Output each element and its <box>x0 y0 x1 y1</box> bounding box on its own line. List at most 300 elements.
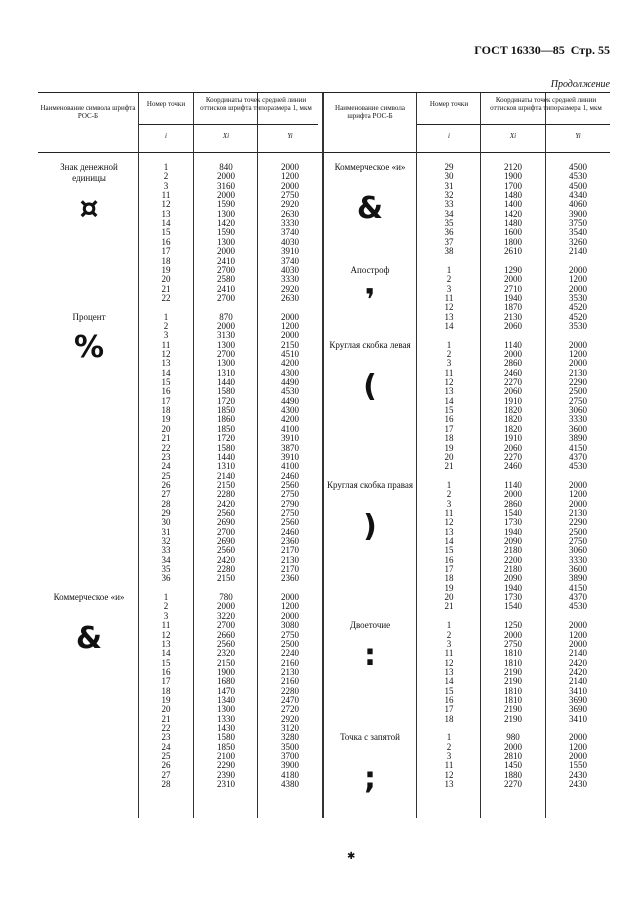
x-coordinate: 2700 <box>217 526 235 537</box>
x-coordinate: 2700 <box>217 264 235 275</box>
y-coordinate: 2000 <box>569 283 587 294</box>
point-index: 1 <box>163 311 169 322</box>
y-coordinate: 2000 <box>281 610 299 621</box>
y-coordinate: 2000 <box>569 751 587 762</box>
y-coordinate: 2130 <box>569 507 587 518</box>
y-coordinate: 2920 <box>281 283 299 294</box>
point-index: 17 <box>161 246 171 257</box>
point-index: 14 <box>444 395 454 406</box>
y-coordinate: 4300 <box>281 405 299 416</box>
page-header <box>468 43 610 58</box>
x-coordinate: 1310 <box>217 461 235 472</box>
point-index: 12 <box>444 377 454 388</box>
y-coordinate: 2470 <box>281 694 299 705</box>
point-index: 16 <box>444 554 454 565</box>
y-coordinate: 3740 <box>281 227 299 238</box>
point-index: 14 <box>161 648 171 659</box>
symbol-name: Точка с запятой <box>340 732 400 743</box>
x-coordinate: 1810 <box>504 685 522 696</box>
x-coordinate: 2310 <box>217 779 235 790</box>
x-coordinate: 2000 <box>217 601 235 612</box>
symbol-name: Двоеточие <box>349 620 391 631</box>
x-coordinate: 2860 <box>504 498 522 509</box>
point-index: 28 <box>161 498 171 509</box>
y-coordinate: 4180 <box>281 769 299 780</box>
point-index: 3 <box>163 610 169 621</box>
x-coordinate: 2690 <box>217 536 235 546</box>
x-coordinate: 2560 <box>217 507 235 518</box>
y-coordinate: 2290 <box>569 517 587 528</box>
x-coordinate: 1860 <box>217 414 235 425</box>
header-name-left: Наименование символа шрифта РОС-Б <box>40 104 136 120</box>
x-coordinate: 2180 <box>504 564 522 575</box>
point-index: 21 <box>161 433 171 444</box>
y-coordinate: 1550 <box>569 760 587 771</box>
point-index: 27 <box>161 489 171 500</box>
y-coordinate: 1200 <box>281 320 299 331</box>
point-index: 26 <box>161 479 171 490</box>
col-divider <box>138 93 139 818</box>
y-coordinate: 3900 <box>569 208 587 219</box>
x-coordinate: 1540 <box>504 507 522 518</box>
symbol-glyph: ( <box>363 368 377 404</box>
x-coordinate: 1820 <box>504 423 522 434</box>
y-coordinate: 3740 <box>281 255 299 266</box>
x-coordinate: 2000 <box>217 171 235 182</box>
y-coordinate: 2430 <box>569 769 587 780</box>
point-index: 32 <box>444 190 454 201</box>
y-coordinate: 2150 <box>281 339 299 350</box>
y-coordinate: 3900 <box>281 760 299 771</box>
x-coordinate: 1440 <box>217 377 235 388</box>
y-coordinate: 3890 <box>569 433 587 444</box>
x-coordinate: 2000 <box>217 320 235 331</box>
x-coordinate: 1680 <box>217 676 235 687</box>
y-coordinate: 4490 <box>281 377 299 388</box>
y-coordinate: 2460 <box>281 470 299 481</box>
x-coordinate: 1340 <box>217 694 235 705</box>
x-coordinate: 2280 <box>217 489 235 500</box>
point-index: 34 <box>161 554 171 565</box>
point-index: 2 <box>163 320 169 331</box>
point-index: 26 <box>161 760 171 771</box>
point-index: 16 <box>161 666 171 677</box>
y-coordinate: 4370 <box>569 451 587 462</box>
point-index: 2 <box>163 601 169 612</box>
point-index: 18 <box>444 433 454 444</box>
x-coordinate: 2700 <box>217 620 235 631</box>
x-coordinate: 1810 <box>504 657 522 668</box>
point-index: 11 <box>444 760 454 771</box>
header-name-right: Наименование символа шрифта РОС-Б <box>335 104 405 120</box>
y-coordinate: 2140 <box>569 246 587 257</box>
x-coordinate: 2810 <box>504 751 522 762</box>
y-coordinate: 3600 <box>569 564 587 575</box>
header-x-left: Xi <box>222 132 230 140</box>
y-coordinate: 4150 <box>569 442 587 453</box>
x-coordinate: 2270 <box>504 377 522 388</box>
gost-number: ГОСТ 16330—85 <box>474 43 565 57</box>
point-index: 16 <box>444 694 454 705</box>
y-coordinate: 3330 <box>569 554 587 565</box>
x-coordinate: 980 <box>506 732 520 743</box>
y-coordinate: 1200 <box>569 274 587 285</box>
x-coordinate: 1330 <box>217 713 235 724</box>
point-index: 36 <box>161 573 171 584</box>
x-coordinate: 2150 <box>217 657 235 668</box>
x-coordinate: 2140 <box>217 470 235 481</box>
point-index: 13 <box>444 666 454 677</box>
y-coordinate: 1200 <box>569 741 587 752</box>
symbol-glyph: & <box>75 621 103 657</box>
y-coordinate: 4500 <box>569 180 587 191</box>
x-coordinate: 1580 <box>217 442 235 453</box>
x-coordinate: 1820 <box>504 405 522 416</box>
point-index: 13 <box>444 526 454 537</box>
y-coordinate: 3080 <box>281 620 299 631</box>
point-index: 17 <box>444 704 454 715</box>
header-bottom-rule <box>38 152 610 153</box>
y-coordinate: 3750 <box>569 218 587 229</box>
y-coordinate: 4530 <box>569 461 587 472</box>
point-index: 21 <box>444 461 454 472</box>
symbol-name: Коммерческое «и» <box>334 162 406 172</box>
col-divider <box>480 93 481 818</box>
point-index: 2 <box>446 274 452 285</box>
x-coordinate: 2100 <box>217 751 235 762</box>
point-index: 20 <box>161 704 171 715</box>
subheader-rule-left <box>138 124 318 125</box>
point-index: 18 <box>444 573 454 584</box>
y-coordinate: 4200 <box>281 414 299 425</box>
y-coordinate: 2560 <box>281 479 299 490</box>
y-coordinate: 2000 <box>281 162 299 172</box>
x-coordinate: 1310 <box>217 367 235 378</box>
x-coordinate: 2090 <box>504 536 522 546</box>
x-coordinate: 2000 <box>504 741 522 752</box>
x-coordinate: 1850 <box>217 423 235 434</box>
point-index: 3 <box>163 180 169 191</box>
x-coordinate: 2700 <box>217 292 235 303</box>
x-coordinate: 1910 <box>504 395 522 406</box>
x-coordinate: 2270 <box>504 451 522 462</box>
x-coordinate: 1910 <box>504 433 522 444</box>
y-coordinate: 2160 <box>281 657 299 668</box>
point-index: 21 <box>161 713 171 724</box>
x-coordinate: 2000 <box>504 274 522 285</box>
point-index: 19 <box>444 442 454 453</box>
y-coordinate: 3530 <box>569 292 587 303</box>
y-coordinate: 4030 <box>281 264 299 275</box>
y-coordinate: 2460 <box>281 526 299 537</box>
y-coordinate: 4370 <box>569 592 587 603</box>
point-index: 19 <box>161 264 171 275</box>
x-coordinate: 1900 <box>217 666 235 677</box>
point-index: 1 <box>163 162 169 172</box>
point-index: 23 <box>161 451 171 462</box>
point-index: 13 <box>161 638 171 649</box>
col-divider <box>257 93 258 818</box>
y-coordinate: 4200 <box>281 358 299 369</box>
y-coordinate: 2280 <box>281 685 299 696</box>
y-coordinate: 2000 <box>281 330 299 341</box>
y-coordinate: 3690 <box>569 704 587 715</box>
y-coordinate: 4150 <box>569 582 587 593</box>
point-index: 25 <box>161 751 171 762</box>
point-index: 11 <box>161 339 171 350</box>
x-coordinate: 2120 <box>504 162 522 172</box>
y-coordinate: 4030 <box>281 236 299 247</box>
point-index: 2 <box>446 489 452 500</box>
y-coordinate: 4100 <box>281 461 299 472</box>
y-coordinate: 2130 <box>281 666 299 677</box>
point-index: 20 <box>444 451 454 462</box>
y-coordinate: 3410 <box>569 685 587 696</box>
x-coordinate: 1290 <box>504 264 522 275</box>
col-divider <box>416 93 417 818</box>
x-coordinate: 2750 <box>504 638 522 649</box>
header-i-left: i <box>165 132 167 140</box>
x-coordinate: 1300 <box>217 208 235 219</box>
y-coordinate: 3910 <box>281 246 299 257</box>
continuation-label: Продолжение <box>550 79 610 90</box>
symbol-glyph: % <box>73 329 105 365</box>
x-coordinate: 2580 <box>217 274 235 285</box>
x-coordinate: 3160 <box>217 180 235 191</box>
symbol-glyph: ❜ <box>364 282 376 318</box>
y-coordinate: 4340 <box>569 190 587 201</box>
symbol-glyph: & <box>356 191 384 226</box>
y-coordinate: 2130 <box>281 554 299 565</box>
y-coordinate: 4530 <box>281 386 299 397</box>
point-index: 11 <box>444 507 454 518</box>
point-index: 1 <box>446 339 452 350</box>
y-coordinate: 2000 <box>281 311 299 322</box>
x-coordinate: 1450 <box>504 760 522 771</box>
y-coordinate: 2790 <box>281 498 299 509</box>
x-coordinate: 1140 <box>504 479 522 490</box>
x-coordinate: 2000 <box>504 629 522 640</box>
y-coordinate: 3530 <box>569 320 587 331</box>
y-coordinate: 2000 <box>569 339 587 350</box>
point-index: 15 <box>444 685 454 696</box>
point-index: 22 <box>161 723 171 733</box>
point-index: 3 <box>446 751 452 762</box>
x-coordinate: 3220 <box>217 610 235 621</box>
y-coordinate: 2000 <box>281 180 299 191</box>
y-coordinate: 2140 <box>569 676 587 687</box>
point-index: 35 <box>161 564 171 575</box>
y-coordinate: 2000 <box>569 498 587 509</box>
point-index: 25 <box>161 470 171 481</box>
point-index: 11 <box>444 648 454 659</box>
header-x-right: Xi <box>509 132 517 140</box>
header-coords-left: Координаты точек средней линии оттисков шрифта типоразмера 1, мкм <box>200 96 312 112</box>
point-index: 14 <box>444 320 454 331</box>
point-index: 19 <box>161 414 171 425</box>
y-coordinate: 2750 <box>281 507 299 518</box>
point-index: 17 <box>444 564 454 575</box>
y-coordinate: 4530 <box>569 171 587 182</box>
header-point-right: Номер точки <box>429 100 469 108</box>
col-divider <box>193 93 194 818</box>
point-index: 20 <box>161 274 171 285</box>
x-coordinate: 2320 <box>217 648 235 659</box>
y-coordinate: 2630 <box>281 208 299 219</box>
point-index: 13 <box>161 208 171 219</box>
x-coordinate: 2150 <box>217 573 235 584</box>
point-index: 15 <box>161 227 171 238</box>
y-coordinate: 1200 <box>281 601 299 612</box>
symbol-name: Круглая скобка левая <box>329 339 411 350</box>
point-index: 16 <box>161 236 171 247</box>
x-coordinate: 2690 <box>217 517 235 528</box>
header-y-right: Yi <box>575 132 581 140</box>
point-index: 30 <box>161 517 171 528</box>
x-coordinate: 1480 <box>504 218 522 229</box>
y-coordinate: 2000 <box>569 479 587 490</box>
x-coordinate: 2410 <box>217 255 235 266</box>
point-index: 15 <box>161 657 171 668</box>
y-coordinate: 4500 <box>569 162 587 172</box>
x-coordinate: 2190 <box>504 713 522 724</box>
y-coordinate: 2720 <box>281 704 299 715</box>
point-index: 1 <box>446 620 452 631</box>
y-coordinate: 2360 <box>281 536 299 546</box>
x-coordinate: 2190 <box>504 704 522 715</box>
x-coordinate: 1400 <box>504 199 522 210</box>
x-coordinate: 1880 <box>504 769 522 780</box>
point-index: 34 <box>444 208 454 219</box>
y-coordinate: 1200 <box>281 171 299 182</box>
point-index: 28 <box>161 779 171 790</box>
x-coordinate: 1580 <box>217 732 235 743</box>
point-index: 29 <box>444 162 454 172</box>
x-coordinate: 1850 <box>217 405 235 416</box>
y-coordinate: 2360 <box>281 573 299 584</box>
page-number: Стр. 55 <box>570 43 610 57</box>
point-index: 32 <box>161 536 171 546</box>
y-coordinate: 2420 <box>569 657 587 668</box>
y-coordinate: 2750 <box>569 536 587 546</box>
x-coordinate: 1600 <box>504 227 522 238</box>
x-coordinate: 2710 <box>504 283 522 294</box>
x-coordinate: 2270 <box>504 779 522 790</box>
point-index: 14 <box>161 218 171 229</box>
x-coordinate: 1480 <box>504 190 522 201</box>
point-index: 2 <box>446 629 452 640</box>
y-coordinate: 2500 <box>569 386 587 397</box>
point-index: 11 <box>444 292 454 303</box>
x-coordinate: 2420 <box>217 498 235 509</box>
point-index: 13 <box>444 311 454 322</box>
x-coordinate: 3130 <box>217 330 235 341</box>
x-coordinate: 2280 <box>217 564 235 575</box>
point-index: 16 <box>444 414 454 425</box>
y-coordinate: 2420 <box>569 666 587 677</box>
point-index: 1 <box>446 479 452 490</box>
point-index: 24 <box>161 741 171 752</box>
y-coordinate: 4530 <box>569 601 587 612</box>
y-coordinate: 2920 <box>281 199 299 210</box>
point-index: 3 <box>163 330 169 341</box>
y-coordinate: 3500 <box>281 741 299 752</box>
point-index: 36 <box>444 227 454 238</box>
x-coordinate: 2660 <box>217 629 235 640</box>
point-index: 19 <box>444 582 454 593</box>
y-coordinate: 3870 <box>281 442 299 453</box>
x-coordinate: 2130 <box>504 311 522 322</box>
x-coordinate: 2060 <box>504 386 522 397</box>
col-divider <box>322 93 324 818</box>
x-coordinate: 1810 <box>504 648 522 659</box>
x-coordinate: 1580 <box>217 386 235 397</box>
y-coordinate: 3330 <box>281 274 299 285</box>
x-coordinate: 2560 <box>217 638 235 649</box>
y-coordinate: 3890 <box>569 573 587 584</box>
header-coords-right: Координаты точек средней линии оттисков шрифта типоразмера 1, мкм <box>490 96 602 112</box>
point-index: 29 <box>161 507 171 518</box>
symbol-name: Апостроф <box>350 264 390 275</box>
point-index: 17 <box>444 423 454 434</box>
x-coordinate: 1140 <box>504 339 522 350</box>
point-index: 19 <box>161 694 171 705</box>
symbol-glyph: ; <box>364 761 376 797</box>
y-coordinate: 2500 <box>569 526 587 537</box>
point-index: 12 <box>161 629 171 640</box>
y-coordinate: 2750 <box>281 629 299 640</box>
point-index: 15 <box>161 377 171 388</box>
y-coordinate: 2750 <box>281 489 299 500</box>
point-index: 22 <box>161 442 171 453</box>
y-coordinate: 4300 <box>281 367 299 378</box>
x-coordinate: 1820 <box>504 414 522 425</box>
x-coordinate: 1730 <box>504 592 522 603</box>
point-index: 31 <box>444 180 454 191</box>
point-index: 12 <box>161 199 171 210</box>
x-coordinate: 2090 <box>504 573 522 584</box>
point-index: 37 <box>444 236 454 247</box>
y-coordinate: 4490 <box>281 395 299 406</box>
y-coordinate: 3060 <box>569 545 587 556</box>
point-index: 3 <box>446 638 452 649</box>
x-coordinate: 2390 <box>217 769 235 780</box>
y-coordinate: 2000 <box>569 264 587 275</box>
x-coordinate: 1870 <box>504 302 522 313</box>
x-coordinate: 1730 <box>504 517 522 528</box>
x-coordinate: 2190 <box>504 666 522 677</box>
y-coordinate: 3410 <box>569 713 587 724</box>
y-coordinate: 3600 <box>569 423 587 434</box>
point-index: 21 <box>161 283 171 294</box>
x-coordinate: 2420 <box>217 554 235 565</box>
x-coordinate: 2290 <box>217 760 235 771</box>
y-coordinate: 2750 <box>281 190 299 201</box>
x-coordinate: 1940 <box>504 292 522 303</box>
point-index: 2 <box>446 741 452 752</box>
y-coordinate: 1200 <box>569 629 587 640</box>
y-coordinate: 3910 <box>281 433 299 444</box>
x-coordinate: 1590 <box>217 227 235 238</box>
point-index: 12 <box>444 517 454 528</box>
x-coordinate: 1850 <box>217 741 235 752</box>
point-index: 12 <box>444 657 454 668</box>
x-coordinate: 1810 <box>504 694 522 705</box>
x-coordinate: 1800 <box>504 236 522 247</box>
symbol-glyph: : <box>364 638 376 674</box>
point-index: 18 <box>444 713 454 724</box>
y-coordinate: 4520 <box>569 302 587 313</box>
